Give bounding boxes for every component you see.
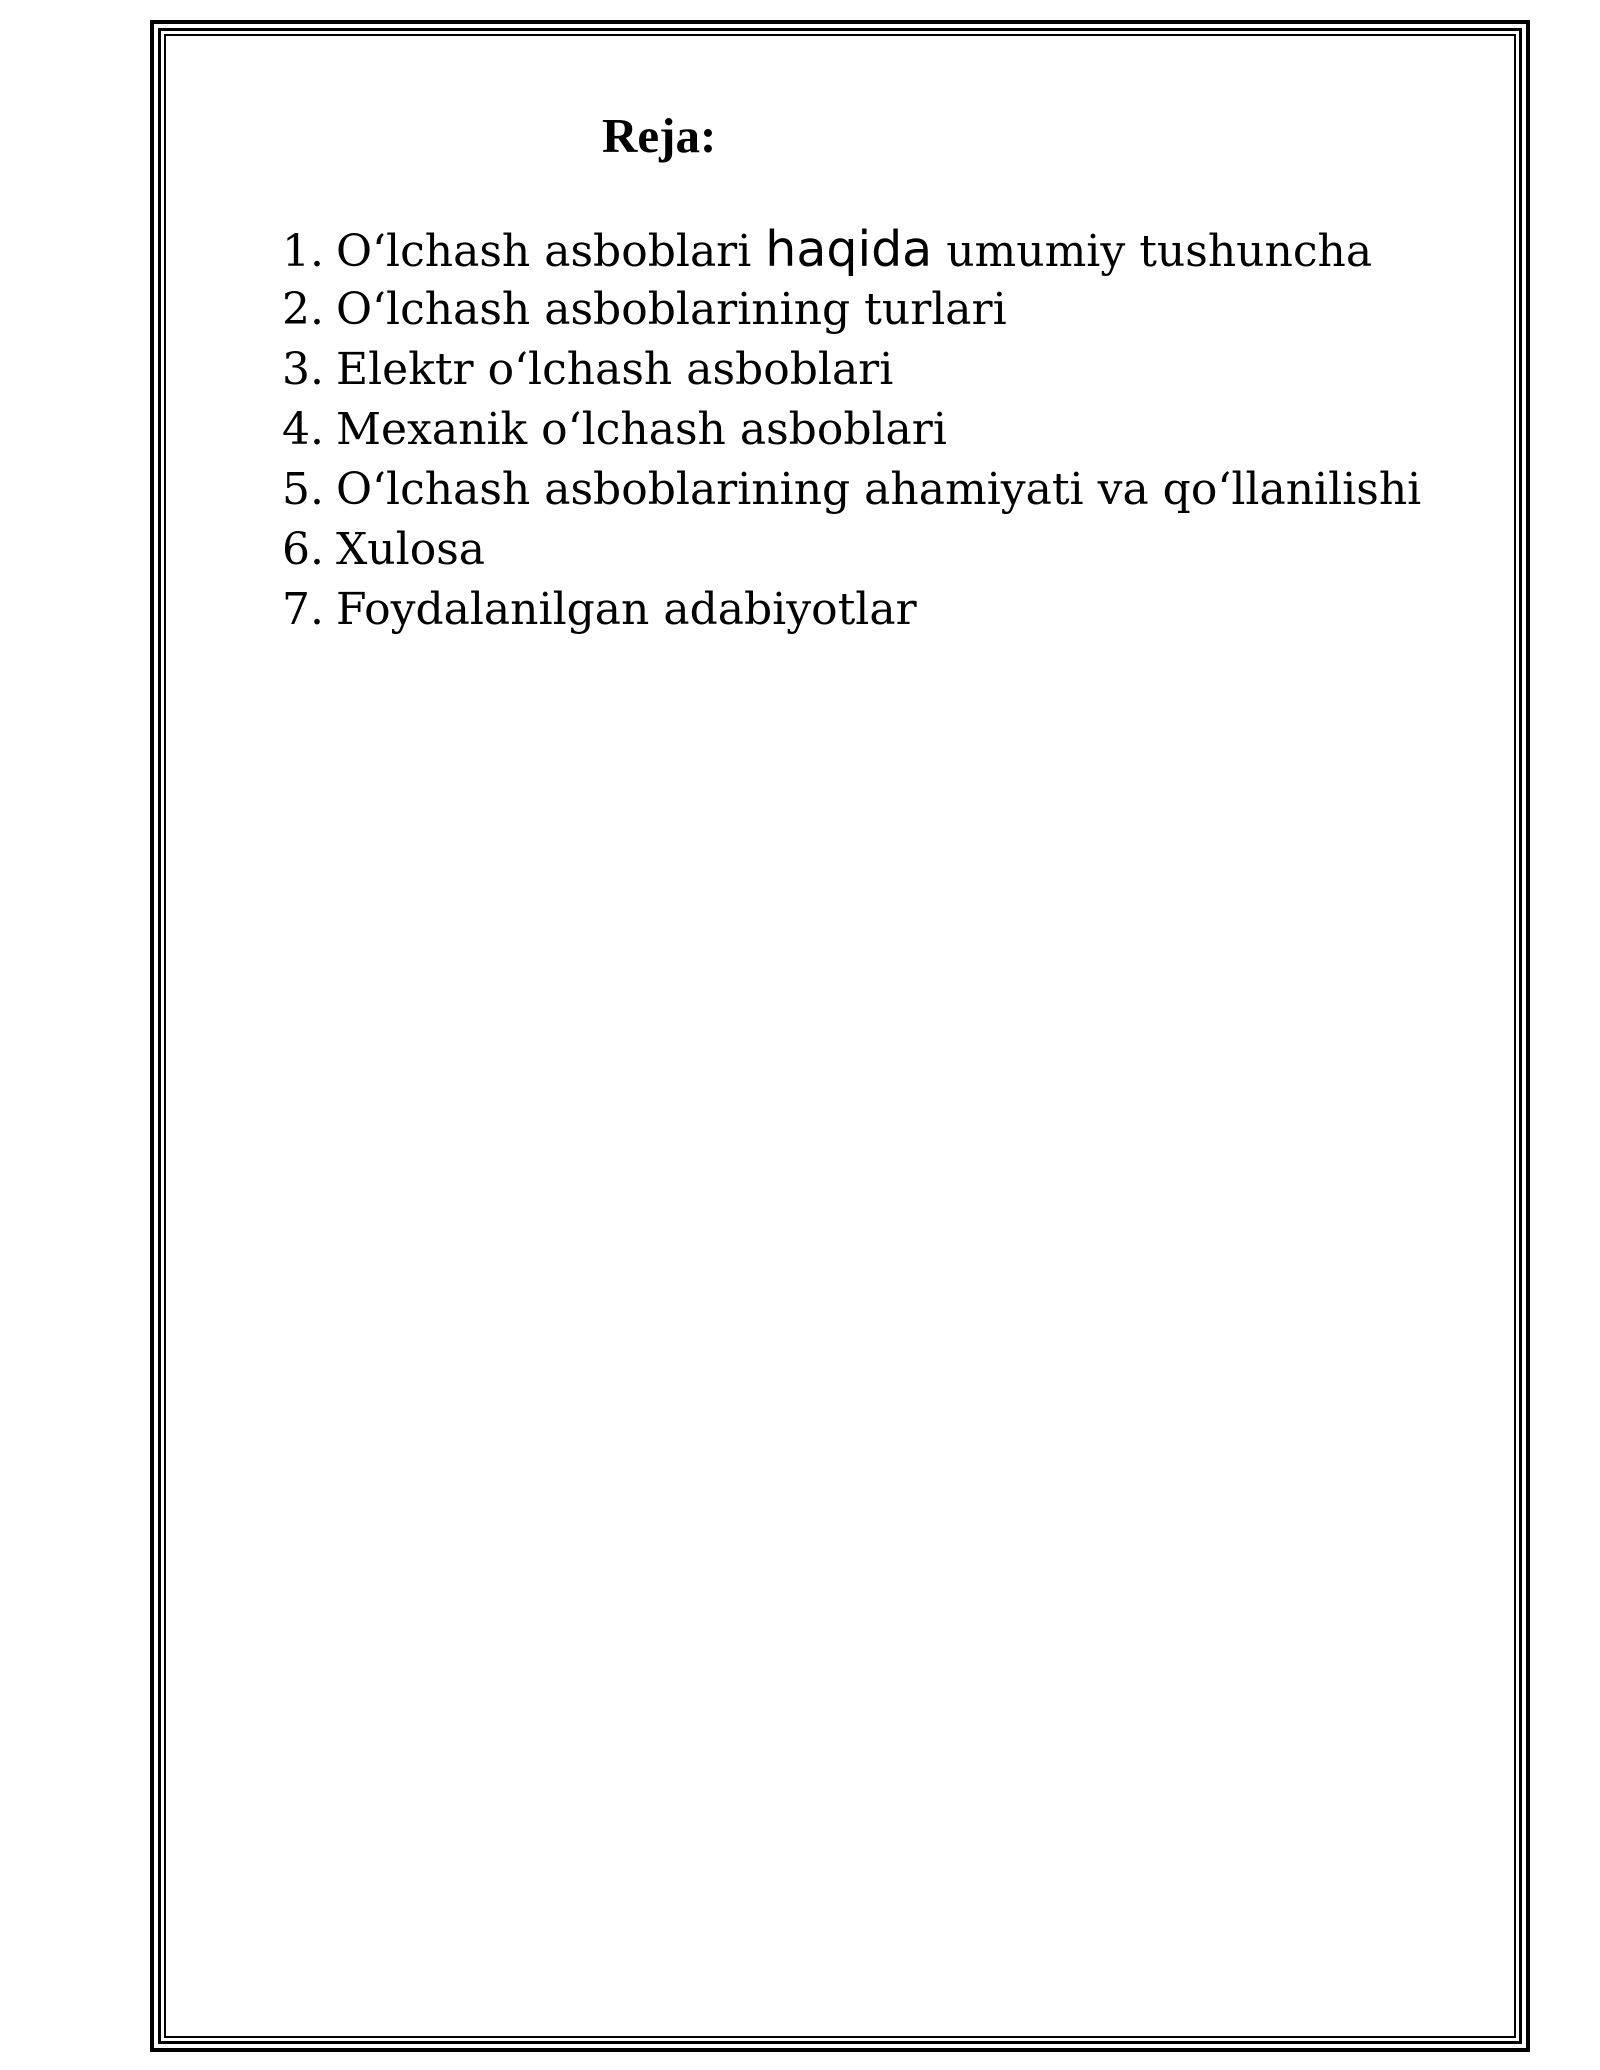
plan-item-text: Elektr o‘lchash asboblari bbox=[335, 344, 894, 395]
plan-item-number: 6. bbox=[282, 524, 324, 575]
plan-item bbox=[282, 280, 1421, 340]
plan-item-text: umumiy tushuncha bbox=[932, 226, 1373, 277]
plan-item-text: O‘lchash asboblarining ahamiyati va qo‘llanilishi bbox=[335, 464, 1422, 515]
plan-item bbox=[282, 400, 1421, 460]
plan-item bbox=[282, 340, 1421, 400]
plan-title: Reja: bbox=[602, 108, 717, 163]
plan-list bbox=[282, 220, 1421, 640]
plan-item-text: Xulosa bbox=[335, 524, 486, 575]
plan-item-text: O‘lchash asboblari bbox=[335, 226, 766, 277]
plan-item bbox=[282, 460, 1421, 520]
plan-item-number: 5. bbox=[282, 464, 324, 515]
plan-item bbox=[282, 520, 1421, 580]
plan-item-text: O‘lchash asboblarining turlari bbox=[335, 284, 1007, 335]
plan-item-number: 4. bbox=[282, 404, 324, 455]
plan-item-number: 3. bbox=[282, 344, 324, 395]
plan-item-number: 1. bbox=[282, 226, 324, 277]
plan-item-text: Foydalanilgan adabiyotlar bbox=[335, 584, 917, 635]
plan-item bbox=[282, 220, 1421, 280]
plan-item-number: 7. bbox=[282, 584, 324, 635]
plan-item-text-emphasis: haqida bbox=[765, 221, 933, 278]
plan-item-number: 2. bbox=[282, 284, 324, 335]
plan-item-text: Mexanik o‘lchash asboblari bbox=[335, 404, 947, 455]
plan-item bbox=[282, 580, 1421, 640]
